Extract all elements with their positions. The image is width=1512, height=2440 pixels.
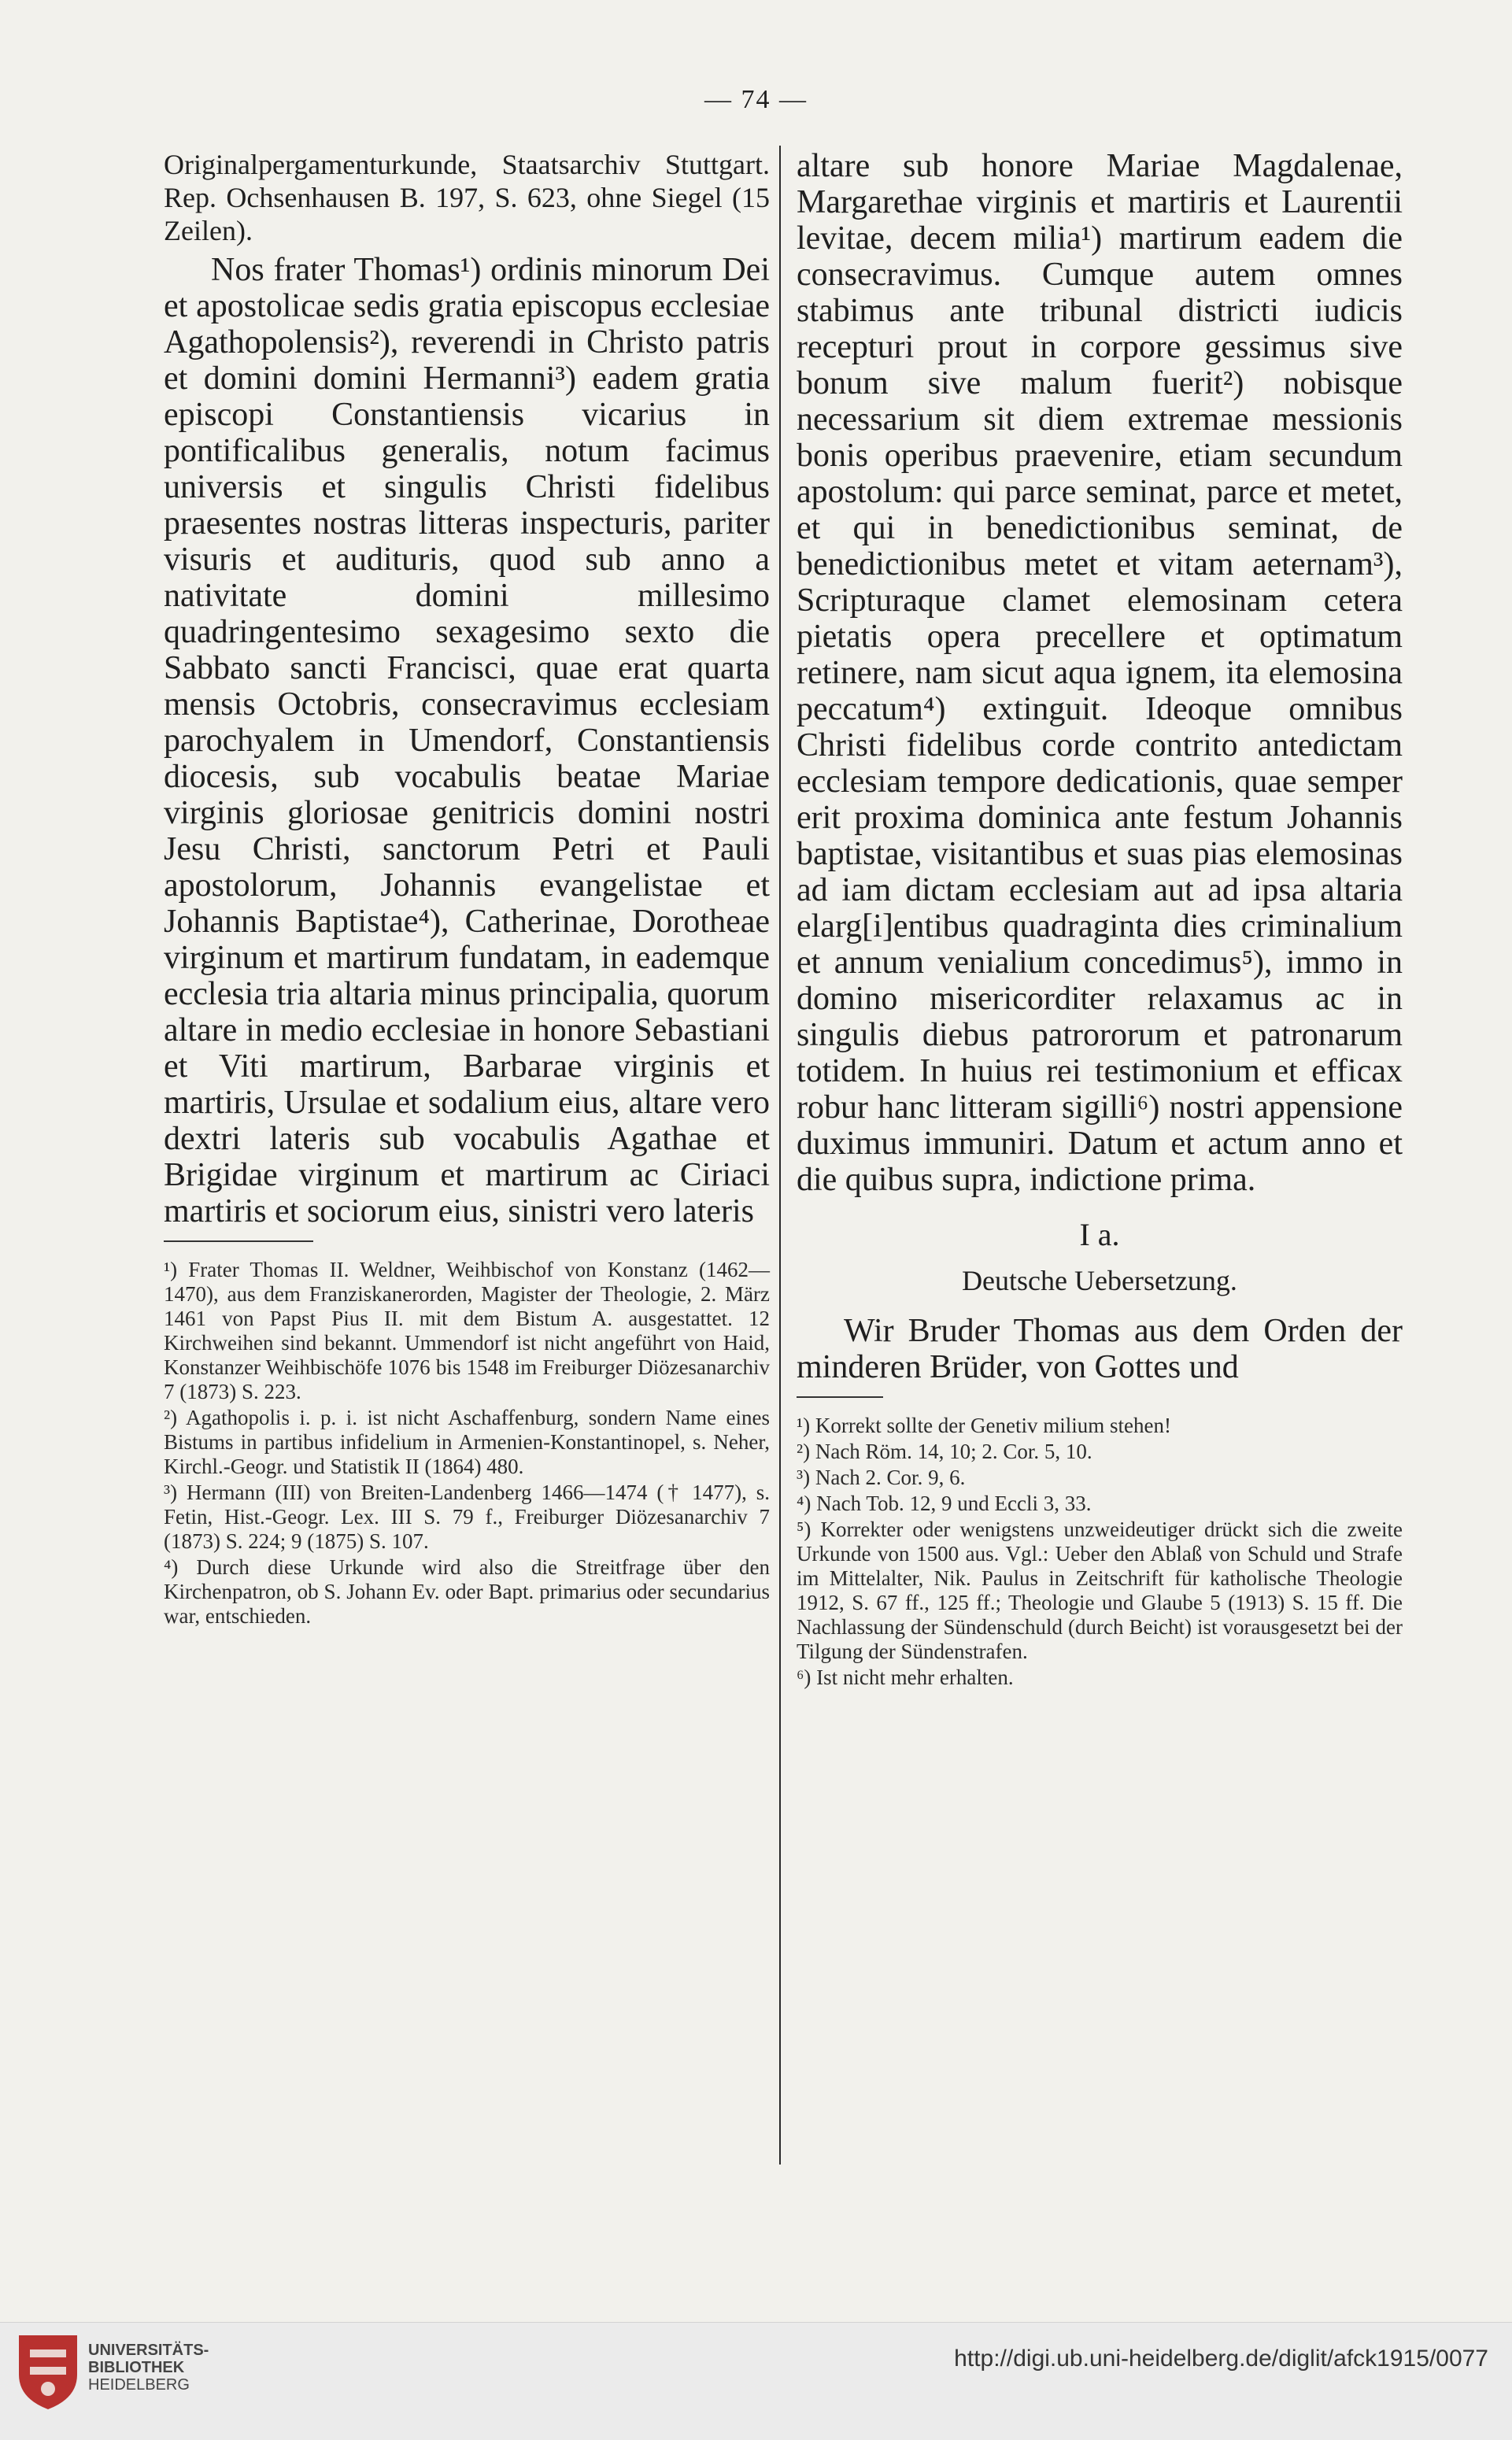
page-number: — 74 — bbox=[704, 85, 808, 114]
library-logo-icon bbox=[13, 2326, 83, 2412]
translation-text: Wir Bruder Thomas aus dem Orden der minderen Brüder, von Gottes und bbox=[797, 1313, 1403, 1385]
source-url-link[interactable]: http://digi.ub.uni-heidelberg.de/diglit/afck1915/0077 bbox=[954, 2346, 1488, 2372]
library-name: UNIVERSITÄTS- BIBLIOTHEK HEIDELBERG bbox=[88, 2342, 209, 2394]
footnote: ¹) Korrekt sollte der Genetiv milium stehen! bbox=[797, 1414, 1171, 1437]
footnote: ⁵) Korrekter oder wenigstens unzweideutiger drückt sich die zweite Urkunde von 1500 aus. Vgl.: Ueber den Ablaß von Schuld und Strafe im Mittelalter, Nik. Paulus in Zeitschrift für katholische Theologie 1912, S. 67 ff., 125 ff.; Theologie und Glaube 5 (1913) S. 15 ff. Die Nachlassung der Sündenschuld (durch Beicht) ist vorausgesetzt bei der Tilgung der Sündenstrafen. bbox=[797, 1518, 1403, 1663]
footer-bar bbox=[0, 2322, 1512, 2440]
footnote-separator bbox=[797, 1396, 883, 1398]
left-footnotes bbox=[164, 1258, 770, 1629]
latin-text-left: Nos frater Thomas¹) ordinis minorum Dei et apostolicae sedis gratia episcopus ecclesiae Agathopolensis²), reverendi in Christo patris et domini domini Hermanni³) eadem gratia episcopi Constantiensis vicarius in pontificalibus generalis, notum facimus universis et singulis Christi fidelibus praesentes nostras litteras inspecturis, pariter visuris et audituris, quod sub anno a nativitate domini millesimo quadringentesimo sexagesimo sexto die Sabbato sancti Francisci, quae erat quarta mensis Octobris, consecravimus ecclesiam parochyalem in Umendorf, Constantiensis diocesis, sub vocabulis beatae Mariae virginis gloriosae genitricis domini nostri Jesu Christi, sanctorum Petri et Pauli apostolorum, Johannis evangelistae et Johannis Baptistae⁴), Catherinae, Dorotheae virginum et martirum fundatam, in eademque ecclesia tria altaria minus principalia, quorum altare in medio ecclesiae in honore Sebastiani et Viti martirum, Barbarae virginis et martiris, Ursulae et sodalium eius, altare vero dextri lateris sub vocabulis Agathae et Brigidae virginum et martirum ac Ciriaci martiris et sociorum eius, sinistri vero lateris bbox=[164, 252, 770, 1229]
section-heading: I a. bbox=[1079, 1217, 1120, 1252]
footnote: ³) Hermann (III) von Breiten-Landenberg 1466—1474 († 1477), s. Fetin, Hist.-Geogr. Lex. III S. 79 f., Freiburger Diözesanarchiv 7 (1873) S. 224; 9 (1875) S. 107. bbox=[164, 1481, 770, 1553]
footnote: ¹) Frater Thomas II. Weldner, Weihbischof von Konstanz (1462—1470), aus dem Franziskanerorden, Magister der Theologie, 2. März 1461 von Papst Pius II. mit dem Bistum A. ausgestattet. 12 Kirchweihen sind bekannt. Ummendorf ist nicht angeführt von Haid, Konstanzer Weihbischöfe 1076 bis 1548 im Freiburger Diözesanarchiv 7 (1873) S. 223. bbox=[164, 1258, 770, 1403]
footnote: ⁴) Durch diese Urkunde wird also die Streitfrage über den Kirchenpatron, ob S. Johann Ev. oder Bapt. primarius oder secundarius war, entschieden. bbox=[164, 1555, 770, 1628]
footnote: ²) Agathopolis i. p. i. ist nicht Aschaffenburg, sondern Name eines Bistums in partibus infidelium in Armenien-Konstantinopel, s. Neher, Kirchl.-Geogr. und Statistik II (1864) 480. bbox=[164, 1406, 770, 1478]
footnote: ²) Nach Röm. 14, 10; 2. Cor. 5, 10. bbox=[797, 1440, 1092, 1463]
right-footnotes bbox=[797, 1414, 1403, 1690]
column-divider bbox=[779, 146, 781, 2165]
footnote-separator bbox=[164, 1240, 313, 1242]
left-column bbox=[164, 148, 770, 1630]
latin-text-right: altare sub honore Mariae Magdalenae, Margarethae virginis et martiris et Laurentii levitae, decem milia¹) martirum eadem die consecravimus. Cumque autem omnes stabimus ante tribunal districti iudicis recepturi prout in corpore gessimus sive bonum sive malum fuerit²) nobisque necessarium sit diem extremae messionis bonis operibus praevenire, etiam secundum apostolum: qui parce seminat, parce et metet, et qui in benedictionibus seminat, de benedictionibus metet et vitam aeternam³), Scripturaque clamet elemosinam cetera pietatis opera precellere et optimatum retinere, nam sicut aqua ignem, ita elemosina peccatum⁴) extinguit. Ideoque omnibus Christi fidelibus corde contrito antedictam ecclesiam tempore dedicationis, quae semper erit proxima dominica ante festum Johannis baptistae, visitantibus et suas pias elemosinas ad iam dictam ecclesiam aut ad ipsa altaria elarg[i]entibus quadraginta dies criminalium et annum venialium concedimus⁵), immo in domino misericorditer relaxamus ac in singulis diebus patrororum et patronarum totidem. In huius rei testimonium et efficax robur hanc litteram sigilli⁶) nostri appensione duximus immuniri. Datum et actum anno et die quibus supra, indictione prima. bbox=[797, 148, 1403, 1198]
footnote: ⁴) Nach Tob. 12, 9 und Eccli 3, 33. bbox=[797, 1492, 1092, 1515]
right-column bbox=[797, 148, 1403, 1691]
section-subheading: Deutsche Uebersetzung. bbox=[962, 1265, 1237, 1296]
footnote: ⁶) Ist nicht mehr erhalten. bbox=[797, 1665, 1014, 1689]
source-note: Originalpergamenturkunde, Staatsarchiv Stuttgart. Rep. Ochsenhausen B. 197, S. 623, ohne Siegel (15 Zeilen). bbox=[164, 149, 770, 246]
footnote: ³) Nach 2. Cor. 9, 6. bbox=[797, 1466, 966, 1489]
